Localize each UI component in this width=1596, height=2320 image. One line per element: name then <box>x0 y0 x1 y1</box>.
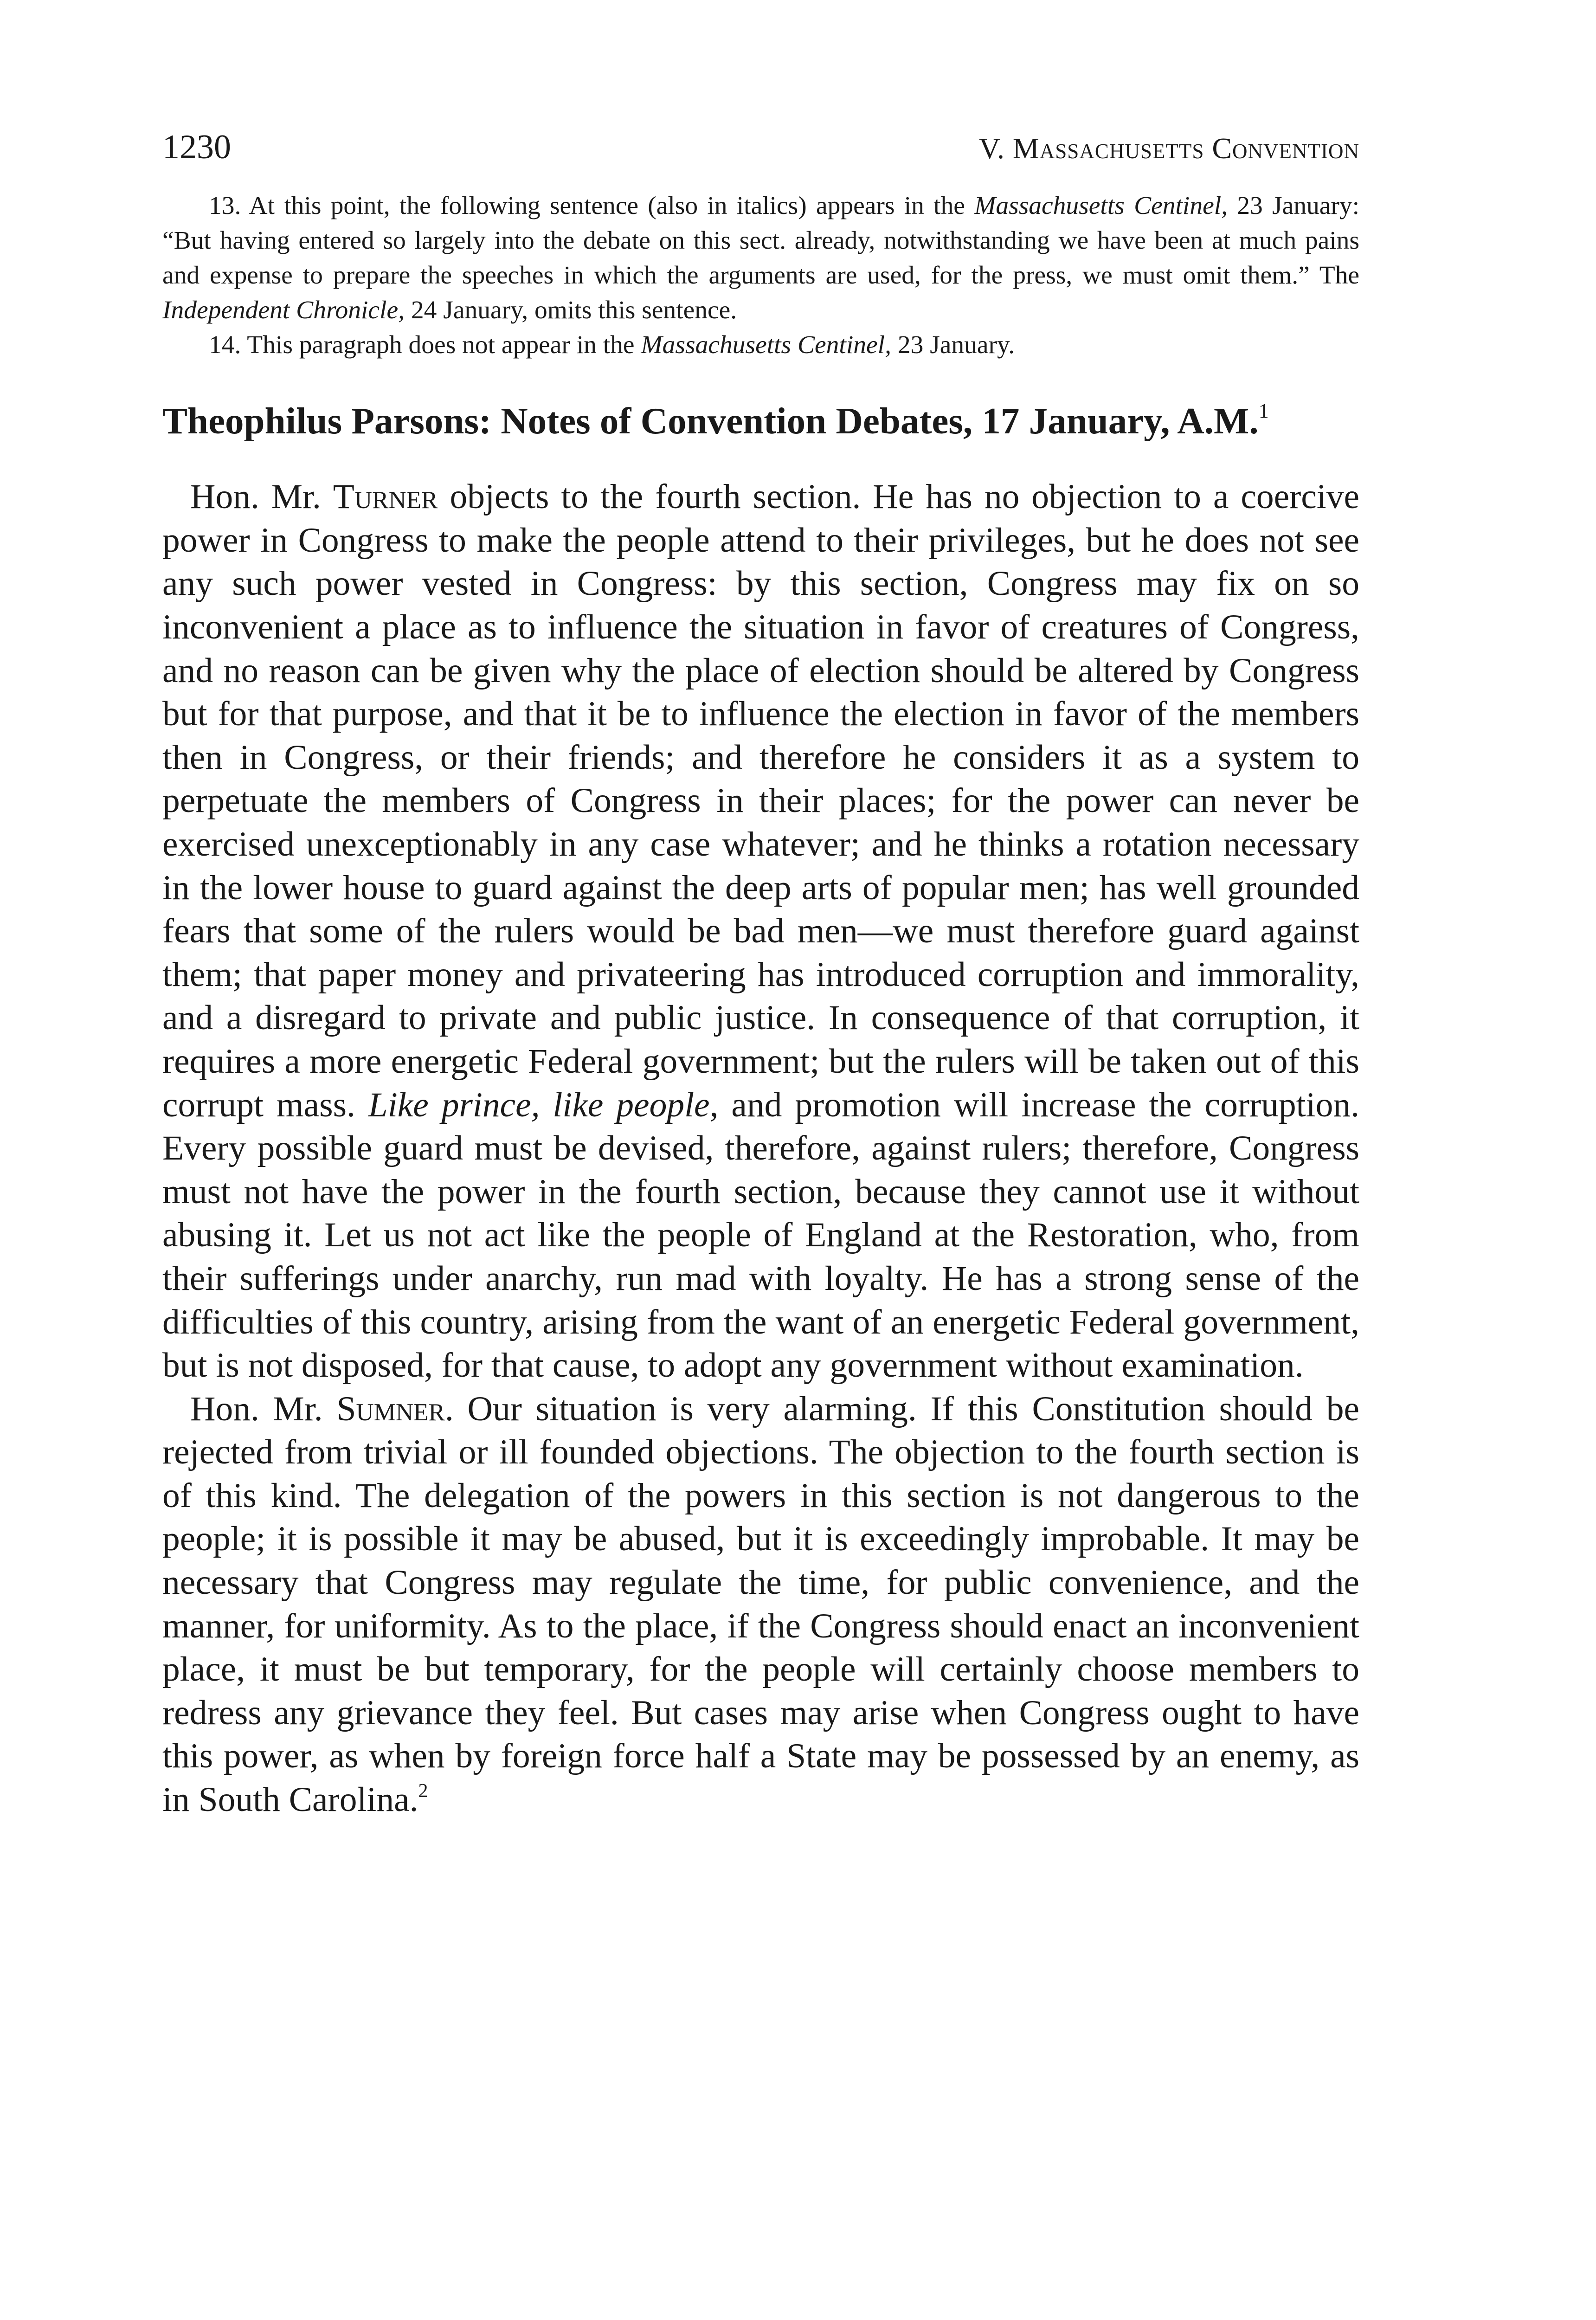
publication-title: Massachusetts Centinel, <box>974 192 1228 220</box>
footnote-text: 23 January: “But having entered so largely into the debate on this sect. already, notwithstanding we have been at much pains and expense to prepare the speeches in which the arguments are used, for the press, we must omit them.” The <box>162 192 1359 290</box>
footnote-13 <box>162 188 1359 328</box>
footnote-14 <box>162 328 1359 362</box>
section-heading-text: Theophilus Parsons: Notes of Convention Debates, 17 January, A.M. <box>162 400 1259 442</box>
debate-notes-body <box>162 475 1359 1821</box>
publication-title: Massachusetts Centinel, <box>641 331 891 359</box>
running-header <box>162 130 1359 181</box>
footnote-number: 14. <box>209 331 241 359</box>
publication-title: Independent Chronicle, <box>162 296 405 324</box>
footnote-reference: 2 <box>418 1780 428 1802</box>
footnote-text: At this point, the following sentence (also in italics) appears in the <box>241 192 975 220</box>
speaker-honorific: Hon. Mr. <box>190 1389 337 1428</box>
section-heading <box>162 398 1359 444</box>
paragraph-sumner <box>162 1387 1359 1822</box>
page-number: 1230 <box>162 128 231 166</box>
running-title: V. Massachusetts Convention <box>978 132 1359 165</box>
footnote-text: 24 January, omits this sentence. <box>404 296 737 324</box>
paragraph-text: . Our situation is very alarming. If this Constitution should be rejected from trivial or ill founded objections. The objection to the fourth section is of this kind. The delegation of the powers in this section is not dangerous to the people; it is possible it may be abused, but it is exceedingly improbable. It may be necessary that Congress may regulate the time, for public convenience, and the manner, for uniformity. As to the place, if the Congress should enact an inconvenient place, it must be but temporary, for the people will certainly choose members to redress any grievance they feel. But cases may arise when Congress ought to have this power, as when by foreign force half a State may be possessed by an enemy, as in South Carolina. <box>162 1389 1359 1819</box>
footnote-text: 23 January. <box>891 331 1015 359</box>
speaker-honorific: Hon. Mr. <box>190 477 333 516</box>
speaker-name: Turner <box>333 477 438 516</box>
paragraph-text: objects to the fourth section. He has no objection to a coercive power in Congress to make the people attend to their privileges, but he does not see any such power vested in Congress: by this section, Congress may fix on so inconvenient a place as to influence the situation in favor of creatures of Congress, and no reason can be given why the place of election should be altered by Congress but for that purpose, and that it be to influence the election in favor of the members then in Congress, or their friends; and therefore he considers it as a system to perpetuate the members of Congress in their places; for the power can never be exercised unexceptionably in any case whatever; and he thinks a rotation necessary in the lower house to guard against the deep arts of popular men; has well grounded fears that some of the rulers would be bad men—we must therefore guard against them; that paper money and privateering has introduced corruption and immorality, and a disregard to private and public justice. In consequence of that corruption, it requires a more energetic Federal government; but the rulers will be taken out of this corrupt mass. <box>162 477 1359 1124</box>
footnote-number: 13. <box>209 192 241 220</box>
footnote-text: This paragraph does not appear in the <box>241 331 641 359</box>
footnotes-block <box>162 188 1359 362</box>
footnote-reference: 1 <box>1258 400 1269 422</box>
speaker-name: Sumner <box>336 1389 445 1428</box>
document-page <box>162 130 1359 1822</box>
italic-phrase: Like prince, like people, <box>368 1085 719 1124</box>
paragraph-text: and promotion will increase the corruption. Every possible guard must be devised, therefore, against rulers; therefore, Congress must not have the power in the fourth section, because they cannot use it without abusing it. Let us not act like the people of England at the Restoration, who, from their sufferings under anarchy, run mad with loyalty. He has a strong sense of the difficulties of this country, arising from the want of an energetic Federal government, but is not disposed, for that cause, to adopt any government without examination. <box>162 1085 1359 1385</box>
paragraph-turner <box>162 475 1359 1387</box>
